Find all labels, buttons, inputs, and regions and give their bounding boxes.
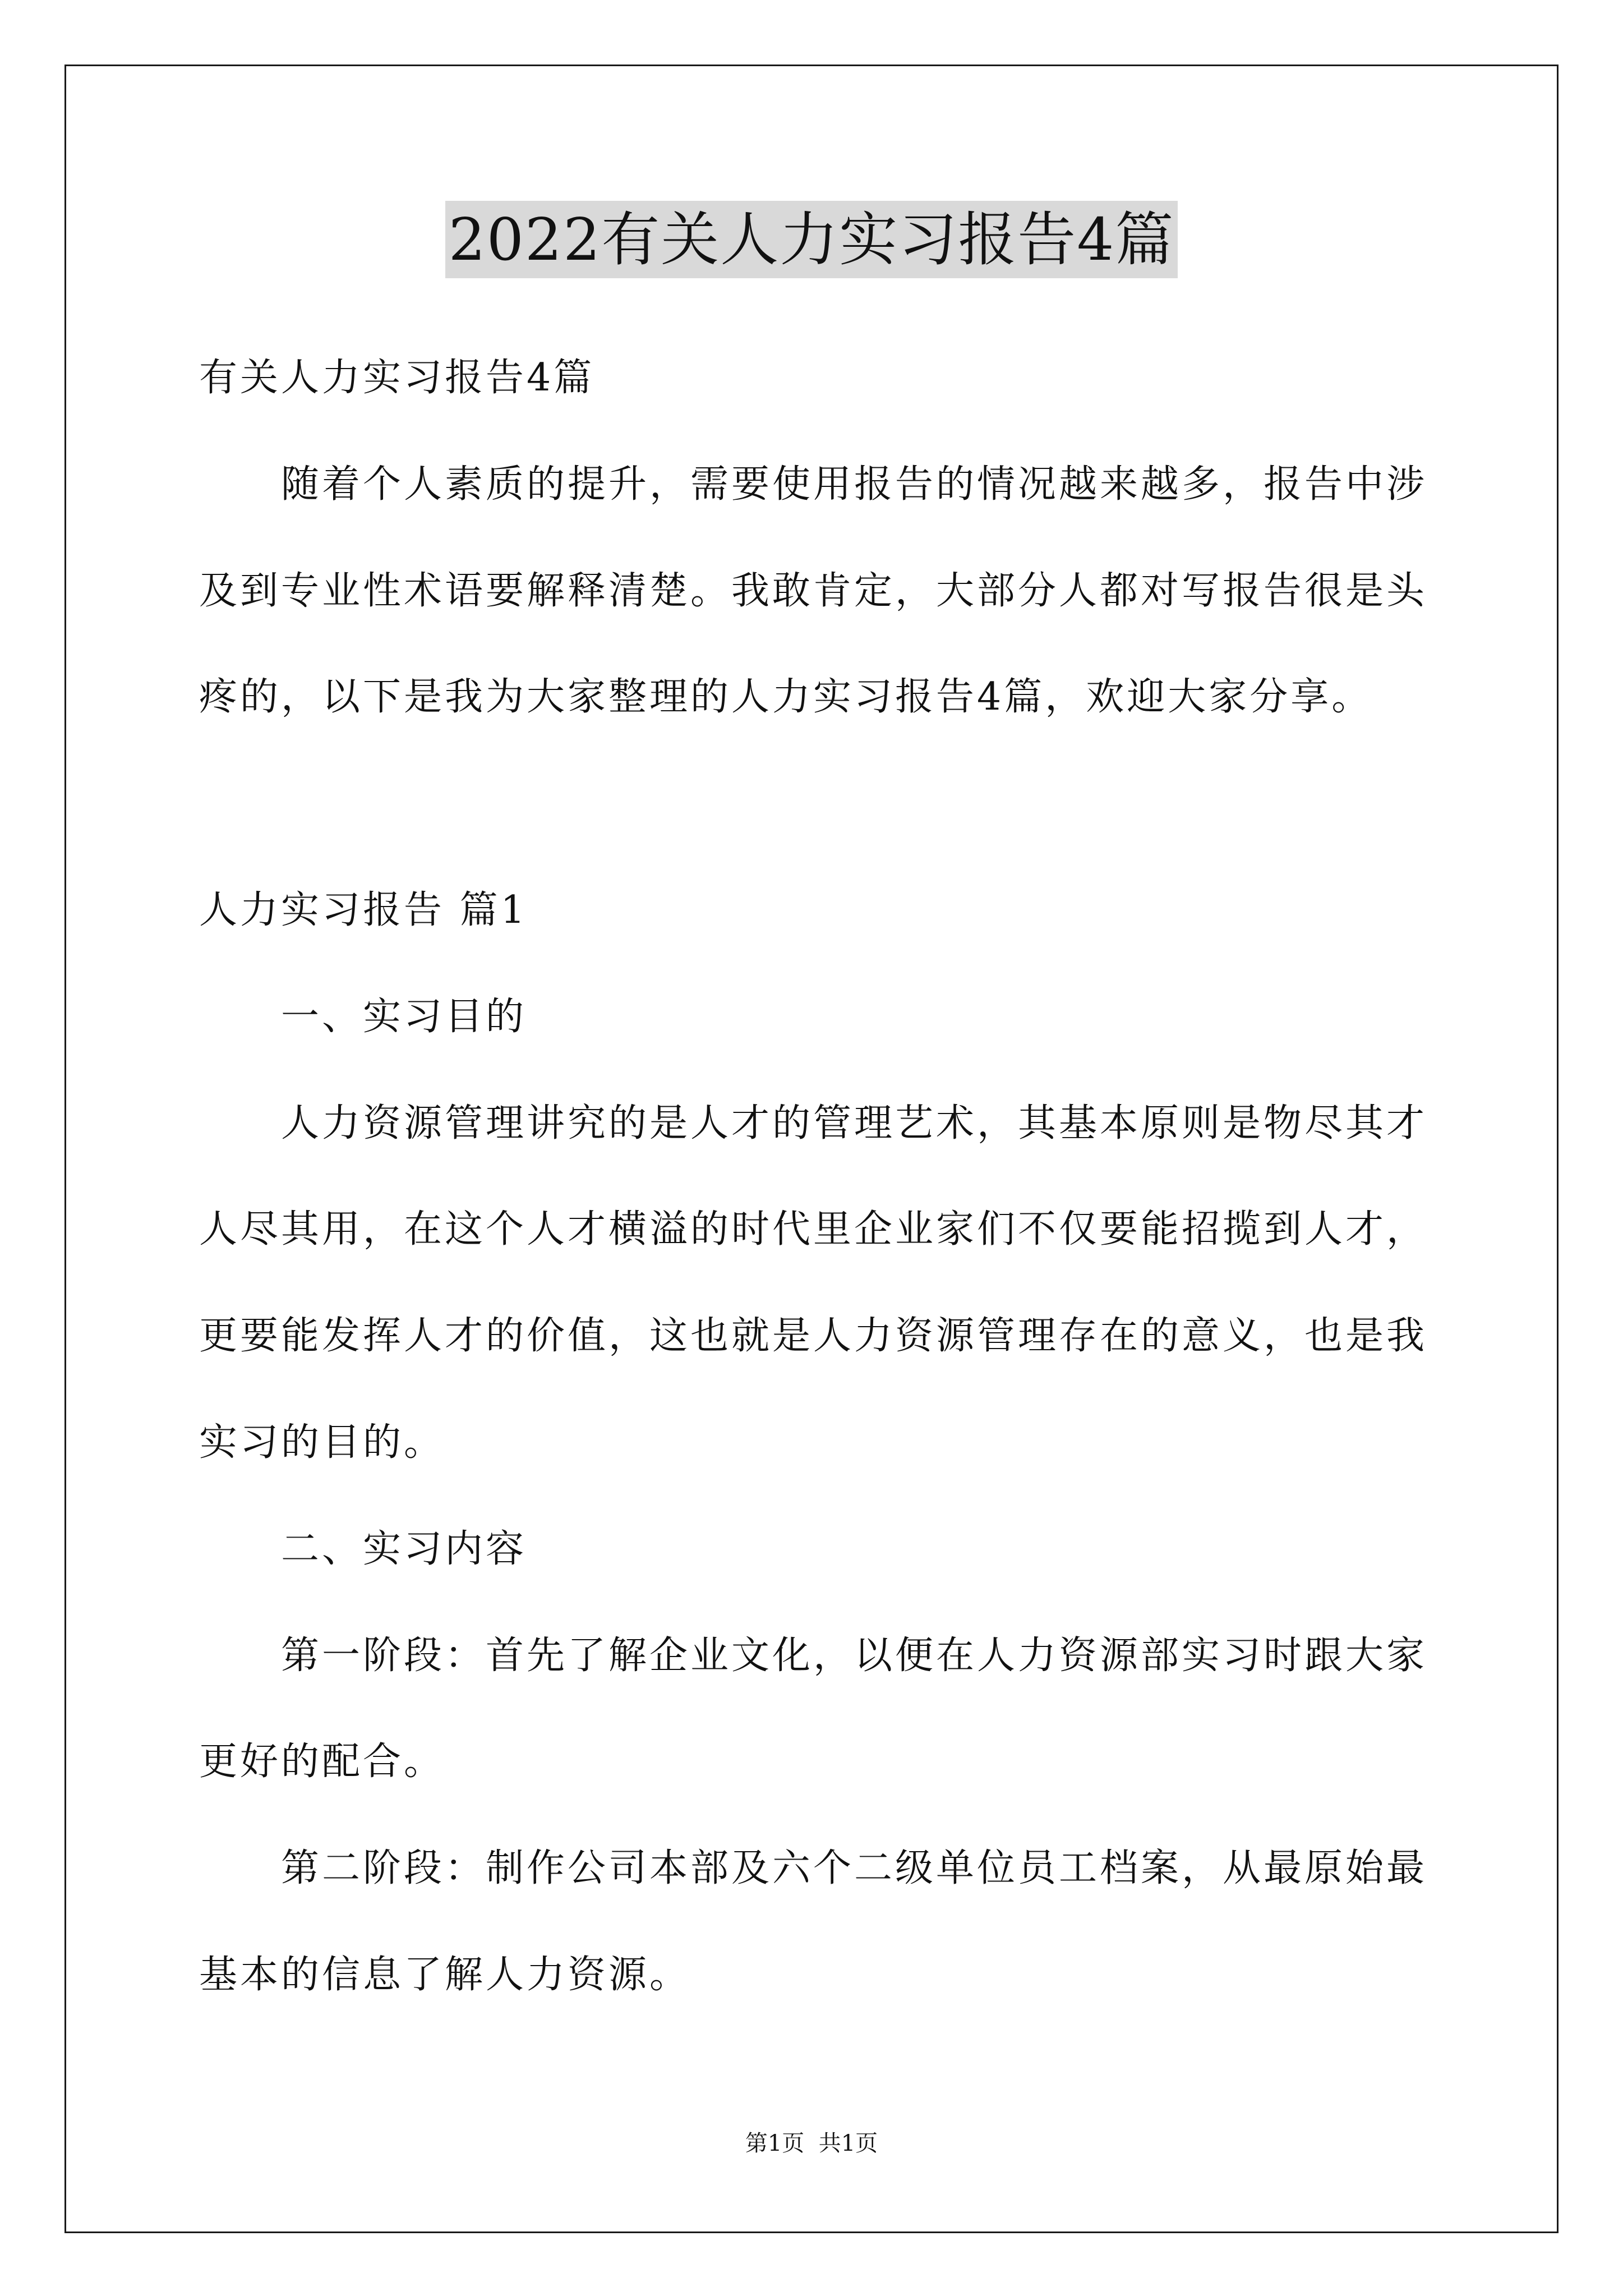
purpose-text-line: 人尽其用，在这个人才横溢的时代里企业家们不仅要能招揽到人才，	[199, 1207, 1428, 1252]
stage1-line: 第一阶段：首先了解企业文化，以便在人力资源部实习时跟大家	[281, 1633, 1428, 1678]
intro-line: 疼的，以下是我为大家整理的人力实习报告4篇，欢迎大家分享。	[199, 675, 1373, 720]
intro-line: 随着个人素质的提升，需要使用报告的情况越来越多，报告中涉	[281, 462, 1428, 507]
stage1-line: 更好的配合。	[199, 1740, 445, 1784]
content-heading: 二、实习内容	[281, 1526, 527, 1571]
page-footer: 第1页 共1页	[745, 2131, 878, 2156]
stage2-line: 第二阶段：制作公司本部及六个二级单位员工档案，从最原始最	[281, 1846, 1428, 1891]
purpose-text-line: 人力资源管理讲究的是人才的管理艺术，其基本原则是物尽其才	[281, 1101, 1428, 1145]
purpose-heading: 一、实习目的	[281, 994, 527, 1039]
document-title: 2022有关人力实习报告4篇	[445, 201, 1178, 278]
section-heading: 人力实习报告 篇1	[199, 887, 528, 932]
purpose-text-line: 实习的目的。	[199, 1420, 445, 1465]
purpose-text-line: 更要能发挥人才的价值，这也就是人力资源管理存在的意义，也是我	[199, 1314, 1428, 1359]
document-body	[199, 325, 1450, 2028]
document-subtitle: 有关人力实习报告4篇	[199, 356, 595, 400]
intro-line: 及到专业性术语要解释清楚。我敢肯定，大部分人都对写报告很是头	[199, 568, 1428, 613]
title-block	[0, 201, 1623, 278]
stage2-line: 基本的信息了解人力资源。	[199, 1952, 691, 1997]
blank-line	[199, 751, 1450, 857]
